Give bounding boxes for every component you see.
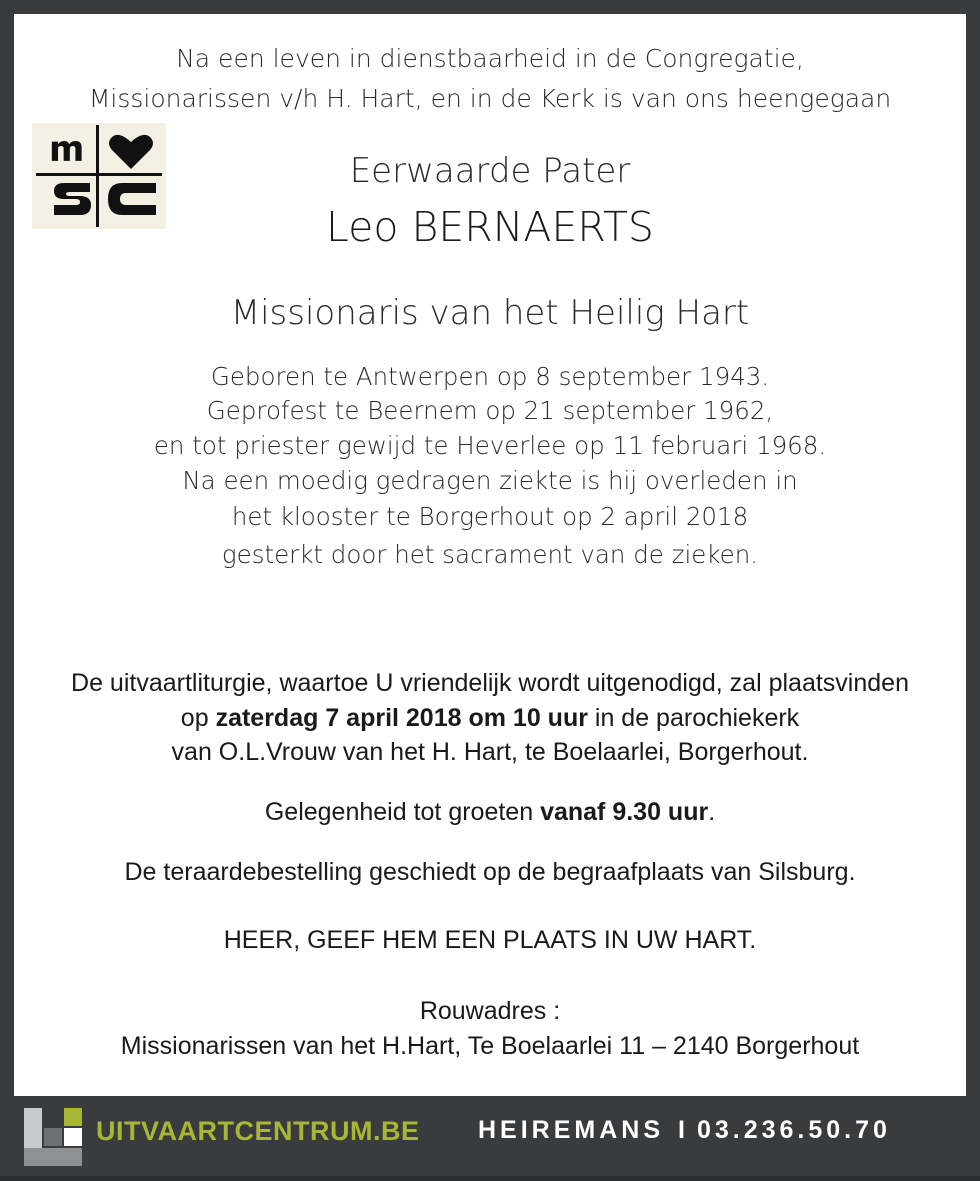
bio-line-4: Na een moedig gedragen ziekte is hij overleden in	[182, 466, 798, 495]
burial-line: De teraardebestelling geschiedt op de begraafplaats van Silsburg.	[124, 858, 856, 886]
obituary-card	[14, 14, 966, 1096]
greeting-time: vanaf 9.30 uur	[540, 798, 709, 826]
site-name: UITVAARTCENTRUM.BE	[96, 1116, 420, 1146]
company-name: HEIREMANS	[478, 1116, 665, 1144]
phone-number: 03.236.50.70	[696, 1116, 891, 1144]
prayer-line: HEER, GEEF HEM EEN PLAATS IN UW HART.	[223, 926, 757, 954]
bio-line-6: gesterkt door het sacrament van de zieken.	[221, 540, 759, 569]
honorific: Eerwaarde Pater	[349, 151, 631, 191]
uitvaartcentrum-logo-icon	[24, 1108, 82, 1170]
separator: I	[678, 1116, 685, 1144]
intro-line-2: Missionarissen v/h H. Hart, en in de Kerk is van ons heengegaan	[88, 84, 892, 113]
funeral-line-1: De uitvaartliturgie, waartoe U vriendelijk wordt uitgenodigd, zal plaatsvinden	[71, 669, 909, 697]
bottom-edge	[0, 1176, 980, 1181]
role: Missionaris van het Heilig Hart	[230, 293, 750, 333]
address: Missionarissen van het H.Hart, Te Boelaarlei 11 – 2140 Borgerhout	[120, 1032, 860, 1060]
intro-line-1: Na een leven in dienstbaarheid in de Congregatie,	[176, 44, 804, 73]
bio-line-2: Geprofest te Beernem op 21 september 1962,	[206, 396, 774, 425]
funeral-datetime: zaterdag 7 april 2018 om 10 uur	[215, 704, 588, 732]
address-label: Rouwadres :	[419, 997, 561, 1025]
bio-line-3: en tot priester gewijd te Heverlee op 11 februari 1968.	[153, 431, 827, 460]
footer-banner	[0, 1096, 980, 1181]
greeting-line: Gelegenheid tot groeten vanaf 9.30 uur.	[264, 798, 716, 826]
bio-line-1: Geboren te Antwerpen op 8 september 1943.	[210, 362, 770, 391]
company-contact	[478, 1116, 891, 1145]
deceased-name: Leo BERNAERTS	[326, 203, 654, 251]
funeral-line-3: van O.L.Vrouw van het H. Hart, te Boelaarlei, Borgerhout.	[171, 738, 809, 766]
bio-line-5: het klooster te Borgerhout op 2 april 2018	[231, 502, 749, 531]
funeral-line-2: op zaterdag 7 april 2018 om 10 uur in de parochiekerk	[180, 704, 800, 732]
